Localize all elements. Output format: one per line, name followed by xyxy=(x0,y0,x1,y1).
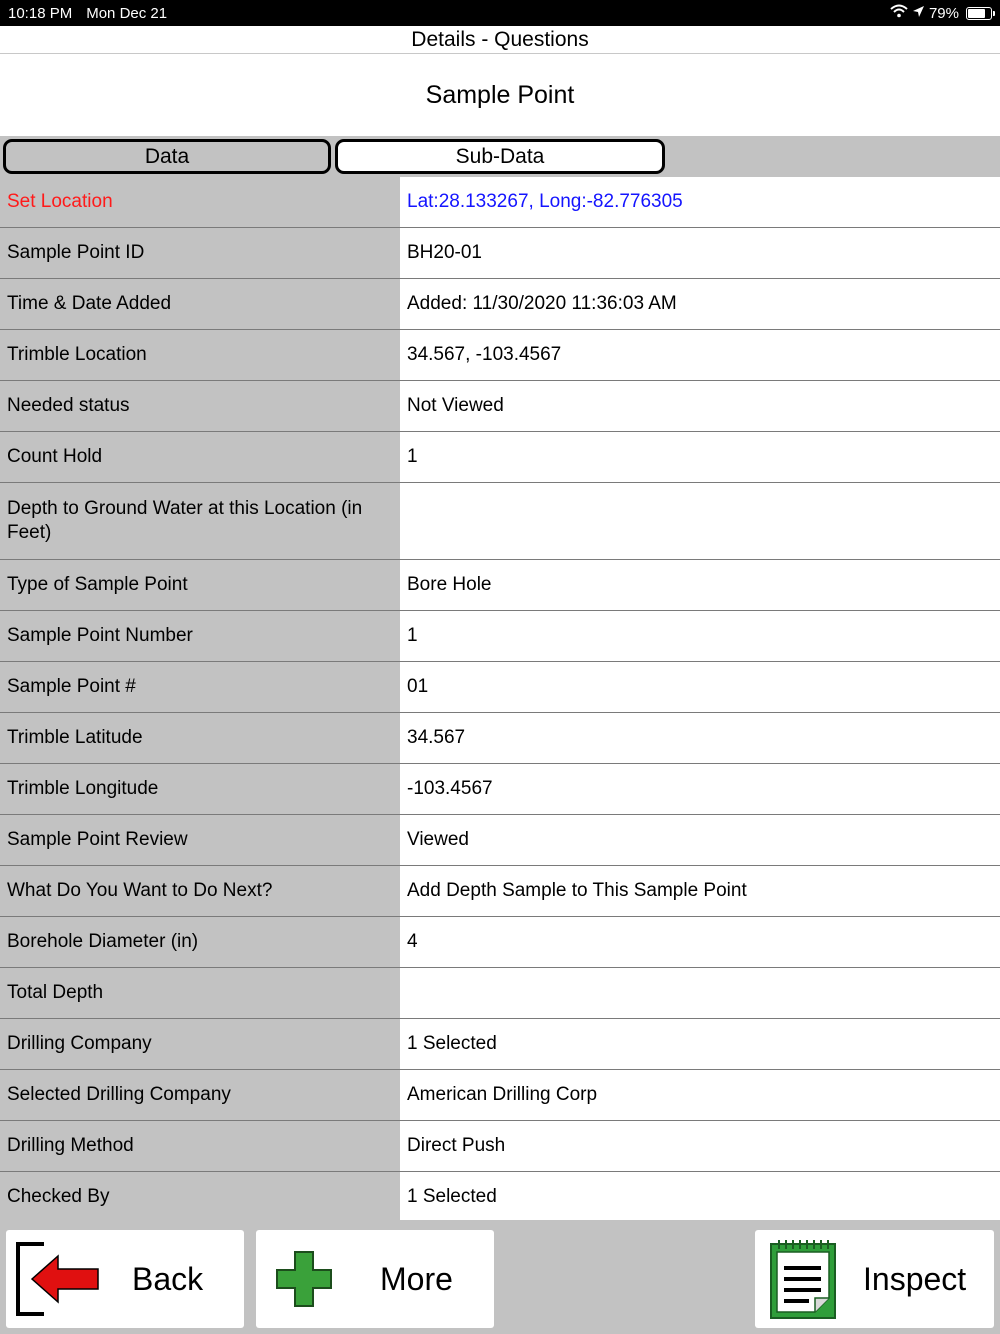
back-button[interactable] xyxy=(6,1230,244,1328)
questions-list xyxy=(0,177,1000,1223)
row-time-date-added[interactable] xyxy=(0,279,1000,330)
row-label: Type of Sample Point xyxy=(0,560,400,610)
row-value[interactable]: Not Viewed xyxy=(400,381,1000,431)
row-count-hold[interactable] xyxy=(0,432,1000,483)
row-type-of-sample-point[interactable] xyxy=(0,560,1000,611)
row-total-depth[interactable] xyxy=(0,968,1000,1019)
row-value[interactable]: Added: 11/30/2020 11:36:03 AM xyxy=(400,279,1000,329)
row-drilling-method[interactable] xyxy=(0,1121,1000,1172)
location-arrow-icon xyxy=(912,5,925,22)
row-value[interactable]: 01 xyxy=(400,662,1000,712)
row-value[interactable]: 1 Selected xyxy=(400,1019,1000,1069)
row-value[interactable]: 34.567 xyxy=(400,713,1000,763)
row-value[interactable]: Direct Push xyxy=(400,1121,1000,1171)
row-checked-by[interactable] xyxy=(0,1172,1000,1223)
row-label: Needed status xyxy=(0,381,400,431)
row-label: Trimble Latitude xyxy=(0,713,400,763)
wifi-icon xyxy=(890,4,908,22)
row-needed-status[interactable] xyxy=(0,381,1000,432)
row-value[interactable]: 34.567, -103.4567 xyxy=(400,330,1000,380)
row-trimble-latitude[interactable] xyxy=(0,713,1000,764)
row-label: Count Hold xyxy=(0,432,400,482)
row-value[interactable]: Bore Hole xyxy=(400,560,1000,610)
tab-sub-data[interactable]: Sub-Data xyxy=(335,139,665,174)
bottom-toolbar xyxy=(0,1220,1000,1334)
battery-icon xyxy=(966,7,992,20)
row-depth-to-ground-water[interactable] xyxy=(0,483,1000,560)
status-date: Mon Dec 21 xyxy=(86,4,168,22)
row-trimble-longitude[interactable] xyxy=(0,764,1000,815)
row-label: Total Depth xyxy=(0,968,400,1018)
back-label: Back xyxy=(132,1260,204,1297)
row-sample-point-review[interactable] xyxy=(0,815,1000,866)
row-label: Set Location xyxy=(0,177,400,227)
row-label: Sample Point Number xyxy=(0,611,400,661)
row-value[interactable]: Add Depth Sample to This Sample Point xyxy=(400,866,1000,916)
plus-icon xyxy=(276,1251,332,1312)
row-label: Drilling Method xyxy=(0,1121,400,1171)
notepad-icon xyxy=(769,1238,839,1325)
inspect-label: Inspect xyxy=(863,1260,967,1297)
row-label: Sample Point Review xyxy=(0,815,400,865)
row-borehole-diameter[interactable] xyxy=(0,917,1000,968)
row-value[interactable]: BH20-01 xyxy=(400,228,1000,278)
segmented-control xyxy=(0,136,1000,177)
inspect-button[interactable] xyxy=(755,1230,994,1328)
row-trimble-location[interactable] xyxy=(0,330,1000,381)
row-value[interactable]: 1 Selected xyxy=(400,1172,1000,1222)
row-label: Sample Point ID xyxy=(0,228,400,278)
row-selected-drilling-company[interactable] xyxy=(0,1070,1000,1121)
row-value[interactable]: 1 xyxy=(400,611,1000,661)
row-value[interactable] xyxy=(400,483,1000,559)
row-value[interactable]: Viewed xyxy=(400,815,1000,865)
row-sample-point-id[interactable] xyxy=(0,228,1000,279)
status-bar xyxy=(0,0,1000,26)
row-label: Trimble Location xyxy=(0,330,400,380)
nav-title: Details - Questions xyxy=(0,26,1000,54)
tab-data[interactable]: Data xyxy=(3,139,331,174)
row-value[interactable]: Lat:28.133267, Long:-82.776305 xyxy=(400,177,1000,227)
row-sample-point-number[interactable] xyxy=(0,611,1000,662)
row-label: Checked By xyxy=(0,1172,400,1222)
row-label: What Do You Want to Do Next? xyxy=(0,866,400,916)
row-label: Depth to Ground Water at this Location (in Feet) xyxy=(0,483,400,559)
row-value[interactable]: 1 xyxy=(400,432,1000,482)
row-label: Borehole Diameter (in) xyxy=(0,917,400,967)
row-label: Selected Drilling Company xyxy=(0,1070,400,1120)
row-what-next[interactable] xyxy=(0,866,1000,917)
row-value[interactable]: -103.4567 xyxy=(400,764,1000,814)
row-label: Trimble Longitude xyxy=(0,764,400,814)
more-label: More xyxy=(380,1260,453,1297)
row-value[interactable]: 4 xyxy=(400,917,1000,967)
row-label: Drilling Company xyxy=(0,1019,400,1069)
row-label: Sample Point # xyxy=(0,662,400,712)
more-button[interactable] xyxy=(256,1230,494,1328)
battery-level xyxy=(968,9,985,18)
page-title: Sample Point xyxy=(425,81,575,109)
status-time: 10:18 PM xyxy=(8,4,73,22)
battery-percent: 79% xyxy=(928,4,959,22)
back-arrow-icon xyxy=(14,1240,100,1323)
row-sample-point-hash[interactable] xyxy=(0,662,1000,713)
row-set-location[interactable] xyxy=(0,177,1000,228)
row-value[interactable]: American Drilling Corp xyxy=(400,1070,1000,1120)
row-drilling-company[interactable] xyxy=(0,1019,1000,1070)
row-label: Time & Date Added xyxy=(0,279,400,329)
row-value[interactable] xyxy=(400,968,1000,1018)
